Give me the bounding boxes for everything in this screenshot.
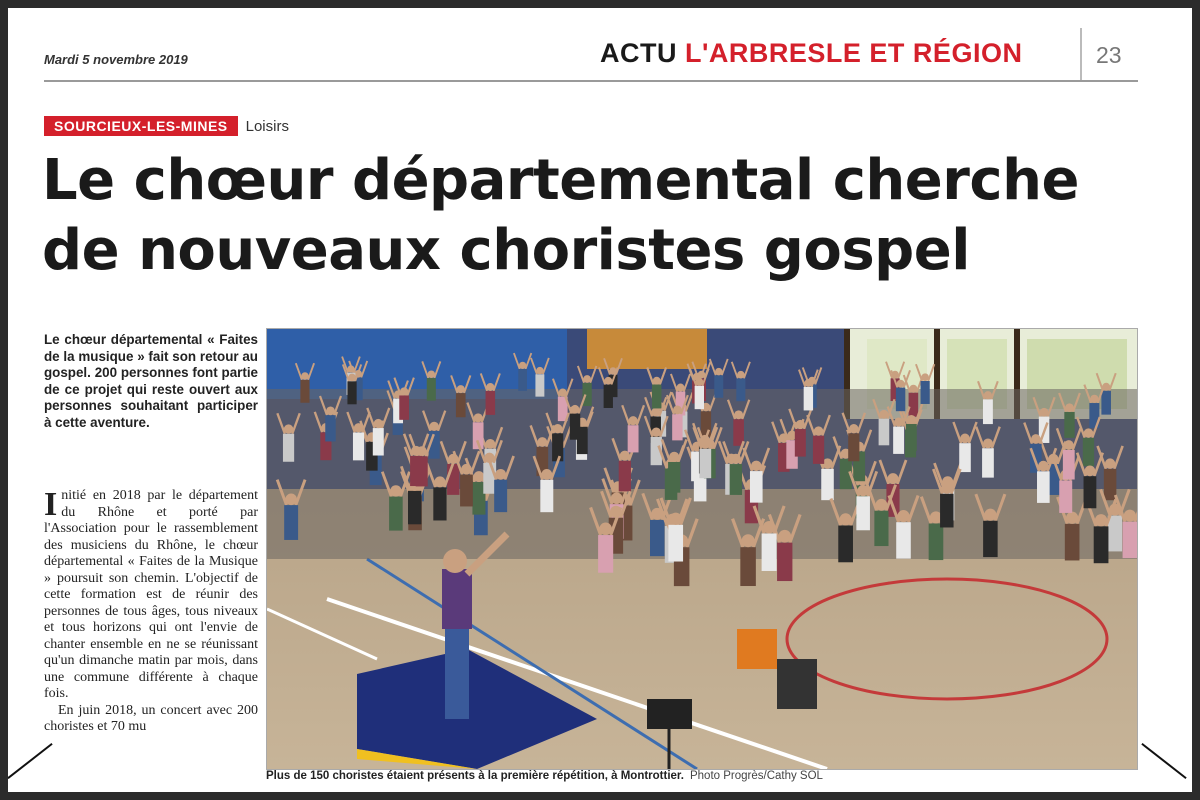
header-rule: [44, 80, 1138, 82]
header-separator: [1080, 28, 1082, 80]
article-lead: Le chœur départemental « Faites de la musique » fait son retour au gospel. 200 personnes font partie de ce projet qui reste ouvert aux personnes souhaitant participer à cette aventure.: [44, 332, 258, 430]
article-kicker: [44, 116, 289, 136]
issue-date: Mardi 5 novembre 2019: [44, 52, 188, 67]
section-actu: ACTU: [600, 38, 677, 68]
choir-photo: [266, 328, 1138, 770]
corner-mark-right: [1141, 743, 1186, 779]
photo-credit: Photo Progrès/Cathy SOL: [689, 770, 823, 782]
body-paragraph-1: nitié en 2018 par le département du Rhône et porté par l'Association pour le rassemblement des musiciens du Rhône, le chœur départemental « Faites de la Musique » poursuit son chemin. L'objectif de cette formation est de réunir des personnes de tous âges, tous niveaux et tous horizons qui ont l'envie de chanter ensemble en ne se réunissant qu'un dimanche matin par mois, dans une commune différente à chaque fois.: [44, 488, 258, 701]
drop-cap: I: [44, 488, 58, 523]
location-tag: SOURCIEUX-LES-MINES: [44, 116, 238, 136]
rubric-label: Loisirs: [245, 117, 289, 135]
photo-caption: [266, 770, 1136, 782]
body-paragraph-2: En juin 2018, un concert avec 200 choristes et 70 mu: [44, 702, 258, 734]
newspaper-page: [8, 8, 1192, 792]
article-body: [44, 488, 258, 788]
caption-text: Plus de 150 choristes étaient présents à la première répétition, à Montrottier.: [266, 770, 684, 782]
article-headline: Le chœur départemental cherche de nouveaux choristes gospel: [42, 148, 1079, 283]
page-number: 23: [1096, 42, 1122, 68]
section-region: L'ARBRESLE ET RÉGION: [685, 38, 1023, 68]
section-title: [600, 38, 1022, 69]
